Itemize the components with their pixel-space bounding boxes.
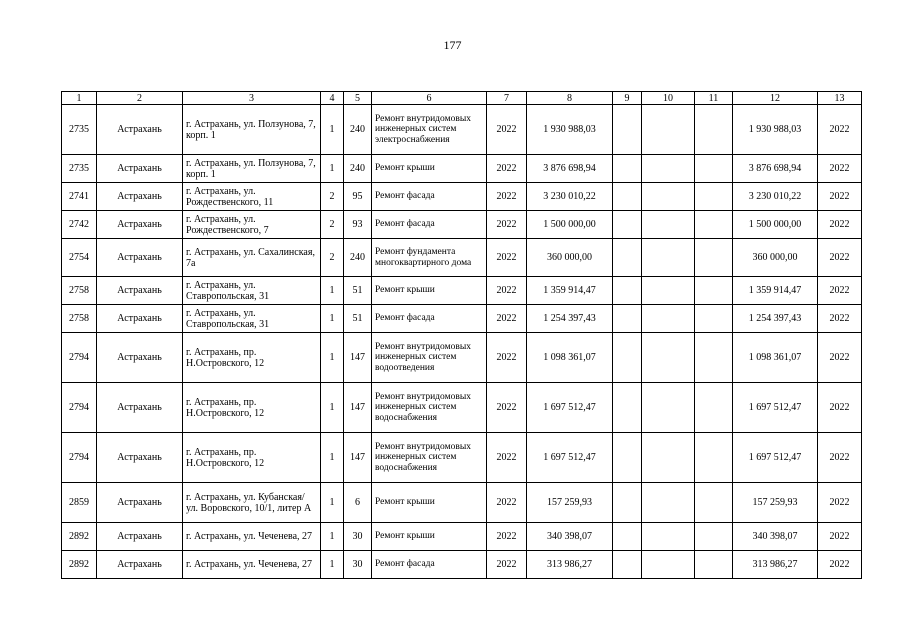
cell-total: 1 930 988,03 — [733, 105, 818, 155]
cell-col5: 30 — [344, 551, 372, 579]
cell-cost: 1 930 988,03 — [527, 105, 613, 155]
cell-col11 — [695, 305, 733, 333]
cell-id: 2741 — [62, 183, 97, 211]
cell-year: 2022 — [487, 305, 527, 333]
cell-col13: 2022 — [818, 483, 862, 523]
cell-col4: 2 — [321, 183, 344, 211]
table-row — [62, 433, 862, 483]
cell-id: 2754 — [62, 239, 97, 277]
cell-work-type: Ремонт крыши — [372, 155, 487, 183]
cell-work-type: Ремонт фасада — [372, 551, 487, 579]
cell-work-type: Ремонт крыши — [372, 277, 487, 305]
cell-col9 — [613, 483, 642, 523]
cell-id: 2859 — [62, 483, 97, 523]
cell-year: 2022 — [487, 523, 527, 551]
cell-city: Астрахань — [97, 483, 183, 523]
cell-city: Астрахань — [97, 211, 183, 239]
column-header-3: 3 — [183, 92, 321, 105]
table-body — [62, 105, 862, 579]
cell-address: г. Астрахань, ул. Чеченева, 27 — [183, 523, 321, 551]
cell-col4: 1 — [321, 305, 344, 333]
cell-col11 — [695, 333, 733, 383]
header-row — [62, 92, 862, 105]
column-header-10: 10 — [642, 92, 695, 105]
cell-cost: 1 254 397,43 — [527, 305, 613, 333]
cell-col11 — [695, 155, 733, 183]
table-row — [62, 105, 862, 155]
cell-total: 340 398,07 — [733, 523, 818, 551]
cell-city: Астрахань — [97, 523, 183, 551]
cell-col9 — [613, 333, 642, 383]
cell-col5: 95 — [344, 183, 372, 211]
cell-cost: 3 230 010,22 — [527, 183, 613, 211]
column-header-9: 9 — [613, 92, 642, 105]
cell-col13: 2022 — [818, 305, 862, 333]
cell-city: Астрахань — [97, 105, 183, 155]
table-row — [62, 333, 862, 383]
cell-city: Астрахань — [97, 333, 183, 383]
cell-work-type: Ремонт фасада — [372, 305, 487, 333]
cell-id: 2735 — [62, 155, 97, 183]
cell-col4: 1 — [321, 333, 344, 383]
cell-work-type: Ремонт фасада — [372, 211, 487, 239]
cell-col10 — [642, 105, 695, 155]
cell-cost: 360 000,00 — [527, 239, 613, 277]
cell-year: 2022 — [487, 433, 527, 483]
cell-col4: 2 — [321, 211, 344, 239]
cell-col13: 2022 — [818, 433, 862, 483]
cell-col10 — [642, 551, 695, 579]
cell-id: 2892 — [62, 523, 97, 551]
column-header-8: 8 — [527, 92, 613, 105]
cell-col9 — [613, 433, 642, 483]
table-row — [62, 277, 862, 305]
cell-work-type: Ремонт внутридомовых инженерных систем водоснабжения — [372, 383, 487, 433]
table-row — [62, 483, 862, 523]
cell-address: г. Астрахань, ул. Рождественского, 7 — [183, 211, 321, 239]
column-header-1: 1 — [62, 92, 97, 105]
cell-year: 2022 — [487, 383, 527, 433]
table-row — [62, 551, 862, 579]
cell-col13: 2022 — [818, 183, 862, 211]
cell-address: г. Астрахань, ул. Ставропольская, 31 — [183, 277, 321, 305]
cell-col4: 1 — [321, 277, 344, 305]
cell-work-type: Ремонт внутридомовых инженерных систем водоотведения — [372, 333, 487, 383]
cell-work-type: Ремонт внутридомовых инженерных систем водоснабжения — [372, 433, 487, 483]
cell-col13: 2022 — [818, 105, 862, 155]
table-row — [62, 183, 862, 211]
cell-col10 — [642, 239, 695, 277]
cell-total: 3 876 698,94 — [733, 155, 818, 183]
column-header-4: 4 — [321, 92, 344, 105]
cell-city: Астрахань — [97, 305, 183, 333]
cell-col5: 147 — [344, 383, 372, 433]
cell-col9 — [613, 105, 642, 155]
cell-work-type: Ремонт фундамента многоквартирного дома — [372, 239, 487, 277]
cell-total: 1 359 914,47 — [733, 277, 818, 305]
cell-col4: 2 — [321, 239, 344, 277]
cell-year: 2022 — [487, 483, 527, 523]
cell-col11 — [695, 383, 733, 433]
cell-total: 1 697 512,47 — [733, 433, 818, 483]
cell-col13: 2022 — [818, 277, 862, 305]
cell-col5: 93 — [344, 211, 372, 239]
table-row — [62, 239, 862, 277]
cell-id: 2758 — [62, 277, 97, 305]
cell-city: Астрахань — [97, 433, 183, 483]
table-row — [62, 523, 862, 551]
page-number: 177 — [443, 38, 462, 52]
cell-city: Астрахань — [97, 183, 183, 211]
cell-col11 — [695, 105, 733, 155]
cell-total: 1 098 361,07 — [733, 333, 818, 383]
cell-year: 2022 — [487, 183, 527, 211]
cell-id: 2758 — [62, 305, 97, 333]
cell-col4: 1 — [321, 483, 344, 523]
cell-address: г. Астрахань, ул. Ползунова, 7, корп. 1 — [183, 155, 321, 183]
cell-cost: 1 098 361,07 — [527, 333, 613, 383]
cell-col9 — [613, 305, 642, 333]
cell-col10 — [642, 523, 695, 551]
cell-total: 313 986,27 — [733, 551, 818, 579]
cell-col13: 2022 — [818, 211, 862, 239]
cell-address: г. Астрахань, ул. Ставропольская, 31 — [183, 305, 321, 333]
cell-total: 1 254 397,43 — [733, 305, 818, 333]
cell-total: 3 230 010,22 — [733, 183, 818, 211]
column-header-7: 7 — [487, 92, 527, 105]
cell-year: 2022 — [487, 333, 527, 383]
cell-year: 2022 — [487, 211, 527, 239]
cell-col9 — [613, 211, 642, 239]
cell-year: 2022 — [487, 277, 527, 305]
cell-work-type: Ремонт внутридомовых инженерных систем электроснабжения — [372, 105, 487, 155]
cell-address: г. Астрахань, ул. Сахалинская, 7а — [183, 239, 321, 277]
cell-city: Астрахань — [97, 239, 183, 277]
cell-col13: 2022 — [818, 333, 862, 383]
cell-total: 1 697 512,47 — [733, 383, 818, 433]
cell-cost: 3 876 698,94 — [527, 155, 613, 183]
column-header-13: 13 — [818, 92, 862, 105]
table-row — [62, 211, 862, 239]
cell-col5: 147 — [344, 333, 372, 383]
cell-city: Астрахань — [97, 551, 183, 579]
table-row — [62, 305, 862, 333]
cell-cost: 313 986,27 — [527, 551, 613, 579]
cell-col10 — [642, 333, 695, 383]
cell-cost: 1 697 512,47 — [527, 383, 613, 433]
cell-col9 — [613, 383, 642, 433]
cell-address: г. Астрахань, пр. Н.Островского, 12 — [183, 383, 321, 433]
cell-col9 — [613, 155, 642, 183]
cell-col10 — [642, 183, 695, 211]
cell-col9 — [613, 277, 642, 305]
cell-col5: 240 — [344, 105, 372, 155]
table-row — [62, 155, 862, 183]
cell-address: г. Астрахань, ул. Чеченева, 27 — [183, 551, 321, 579]
cell-id: 2735 — [62, 105, 97, 155]
cell-col9 — [613, 183, 642, 211]
cell-col11 — [695, 239, 733, 277]
column-header-6: 6 — [372, 92, 487, 105]
cell-col5: 6 — [344, 483, 372, 523]
cell-col5: 51 — [344, 277, 372, 305]
cell-id: 2742 — [62, 211, 97, 239]
cell-col10 — [642, 383, 695, 433]
cell-cost: 1 500 000,00 — [527, 211, 613, 239]
cell-address: г. Астрахань, ул. Кубанская/ ул. Воровского, 10/1, литер А — [183, 483, 321, 523]
cell-address: г. Астрахань, пр. Н.Островского, 12 — [183, 333, 321, 383]
cell-id: 2794 — [62, 333, 97, 383]
cell-col5: 240 — [344, 239, 372, 277]
cell-col10 — [642, 277, 695, 305]
cell-col11 — [695, 277, 733, 305]
cell-col5: 30 — [344, 523, 372, 551]
cell-total: 360 000,00 — [733, 239, 818, 277]
cell-cost: 1 359 914,47 — [527, 277, 613, 305]
cell-col5: 147 — [344, 433, 372, 483]
cell-work-type: Ремонт крыши — [372, 483, 487, 523]
cell-work-type: Ремонт крыши — [372, 523, 487, 551]
cell-col4: 1 — [321, 105, 344, 155]
cell-id: 2892 — [62, 551, 97, 579]
cell-col13: 2022 — [818, 383, 862, 433]
cell-col9 — [613, 551, 642, 579]
cell-total: 1 500 000,00 — [733, 211, 818, 239]
cell-cost: 157 259,93 — [527, 483, 613, 523]
cell-work-type: Ремонт фасада — [372, 183, 487, 211]
cell-col10 — [642, 433, 695, 483]
cell-col9 — [613, 523, 642, 551]
cell-total: 157 259,93 — [733, 483, 818, 523]
cell-col11 — [695, 523, 733, 551]
column-header-12: 12 — [733, 92, 818, 105]
cell-id: 2794 — [62, 383, 97, 433]
cell-address: г. Астрахань, ул. Рождественского, 11 — [183, 183, 321, 211]
cell-year: 2022 — [487, 105, 527, 155]
cell-cost: 340 398,07 — [527, 523, 613, 551]
cell-col11 — [695, 433, 733, 483]
cell-city: Астрахань — [97, 383, 183, 433]
cell-col13: 2022 — [818, 155, 862, 183]
cell-col10 — [642, 483, 695, 523]
cell-col5: 51 — [344, 305, 372, 333]
cell-col4: 1 — [321, 523, 344, 551]
cell-id: 2794 — [62, 433, 97, 483]
cell-col4: 1 — [321, 155, 344, 183]
cell-col4: 1 — [321, 383, 344, 433]
repair-table — [61, 91, 862, 579]
cell-col11 — [695, 483, 733, 523]
cell-col9 — [613, 239, 642, 277]
cell-address: г. Астрахань, пр. Н.Островского, 12 — [183, 433, 321, 483]
cell-col13: 2022 — [818, 523, 862, 551]
cell-col13: 2022 — [818, 239, 862, 277]
cell-col11 — [695, 183, 733, 211]
table-row — [62, 383, 862, 433]
cell-col11 — [695, 211, 733, 239]
cell-col5: 240 — [344, 155, 372, 183]
cell-city: Астрахань — [97, 155, 183, 183]
cell-col4: 1 — [321, 433, 344, 483]
cell-address: г. Астрахань, ул. Ползунова, 7, корп. 1 — [183, 105, 321, 155]
cell-cost: 1 697 512,47 — [527, 433, 613, 483]
cell-col11 — [695, 551, 733, 579]
column-header-5: 5 — [344, 92, 372, 105]
cell-col10 — [642, 305, 695, 333]
cell-year: 2022 — [487, 551, 527, 579]
column-header-2: 2 — [97, 92, 183, 105]
cell-col10 — [642, 155, 695, 183]
cell-col13: 2022 — [818, 551, 862, 579]
column-header-11: 11 — [695, 92, 733, 105]
cell-col4: 1 — [321, 551, 344, 579]
cell-year: 2022 — [487, 239, 527, 277]
cell-year: 2022 — [487, 155, 527, 183]
cell-city: Астрахань — [97, 277, 183, 305]
cell-col10 — [642, 211, 695, 239]
